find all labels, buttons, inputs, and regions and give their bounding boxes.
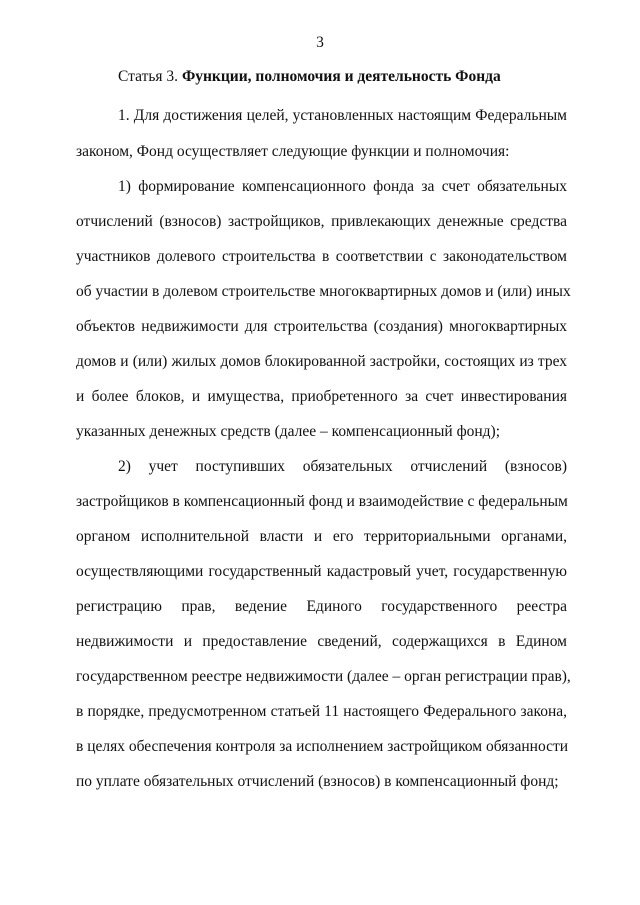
paragraph-line: отчислений (взносов) застройщиков, привлекающих денежные средства (76, 213, 567, 230)
paragraph-line: 2) учет поступивших обязательных отчислений (взносов) (118, 458, 567, 475)
paragraph-line: в целях обеспечения контроля за исполнением застройщиком обязанности (76, 738, 569, 755)
paragraph-line: 1. Для достижения целей, установленных настоящим Федеральным (118, 107, 567, 124)
paragraph-line: и более блоков, и имущества, приобретенного за счет инвестирования (76, 388, 567, 405)
article-number: Статья 3. (118, 68, 182, 85)
article-heading (118, 68, 501, 86)
paragraph-line: в порядке, предусмотренном статьей 11 настоящего Федерального закона, (76, 703, 567, 720)
paragraph-line: государственном реестре недвижимости (далее – орган регистрации прав), (76, 668, 571, 685)
paragraph-line: недвижимости и предоставление сведений, содержащихся в Едином (76, 633, 567, 650)
paragraph-line: регистрацию прав, ведение Единого государственного реестра (76, 598, 567, 615)
paragraph-line: участников долевого строительства в соответствии с законодательством (76, 248, 567, 265)
paragraph-line: осуществляющими государственный кадастровый учет, государственную (76, 563, 567, 580)
paragraph-line: объектов недвижимости для строительства (создания) многоквартирных (76, 318, 567, 335)
paragraph-line: органом исполнительной власти и его территориальными органами, (76, 528, 567, 545)
paragraph-line: по уплате обязательных отчислений (взносов) в компенсационный фонд; (76, 773, 559, 790)
paragraph-line: домов и (или) жилых домов блокированной застройки, состоящих из трех (76, 353, 567, 370)
paragraph-line: указанных денежных средств (далее – компенсационный фонд); (76, 423, 501, 440)
paragraph-line: законом, Фонд осуществляет следующие функции и полномочия: (76, 143, 510, 160)
paragraph-line: об участии в долевом строительстве многоквартирных домов и (или) иных (76, 283, 571, 300)
paragraph-line: застройщиков в компенсационный фонд и взаимодействие с федеральным (76, 493, 568, 510)
article-title: Функции, полномочия и деятельность Фонда (181, 68, 501, 85)
paragraph-line: 1) формирование компенсационного фонда за счет обязательных (118, 178, 567, 195)
page-number: 3 (316, 34, 324, 51)
